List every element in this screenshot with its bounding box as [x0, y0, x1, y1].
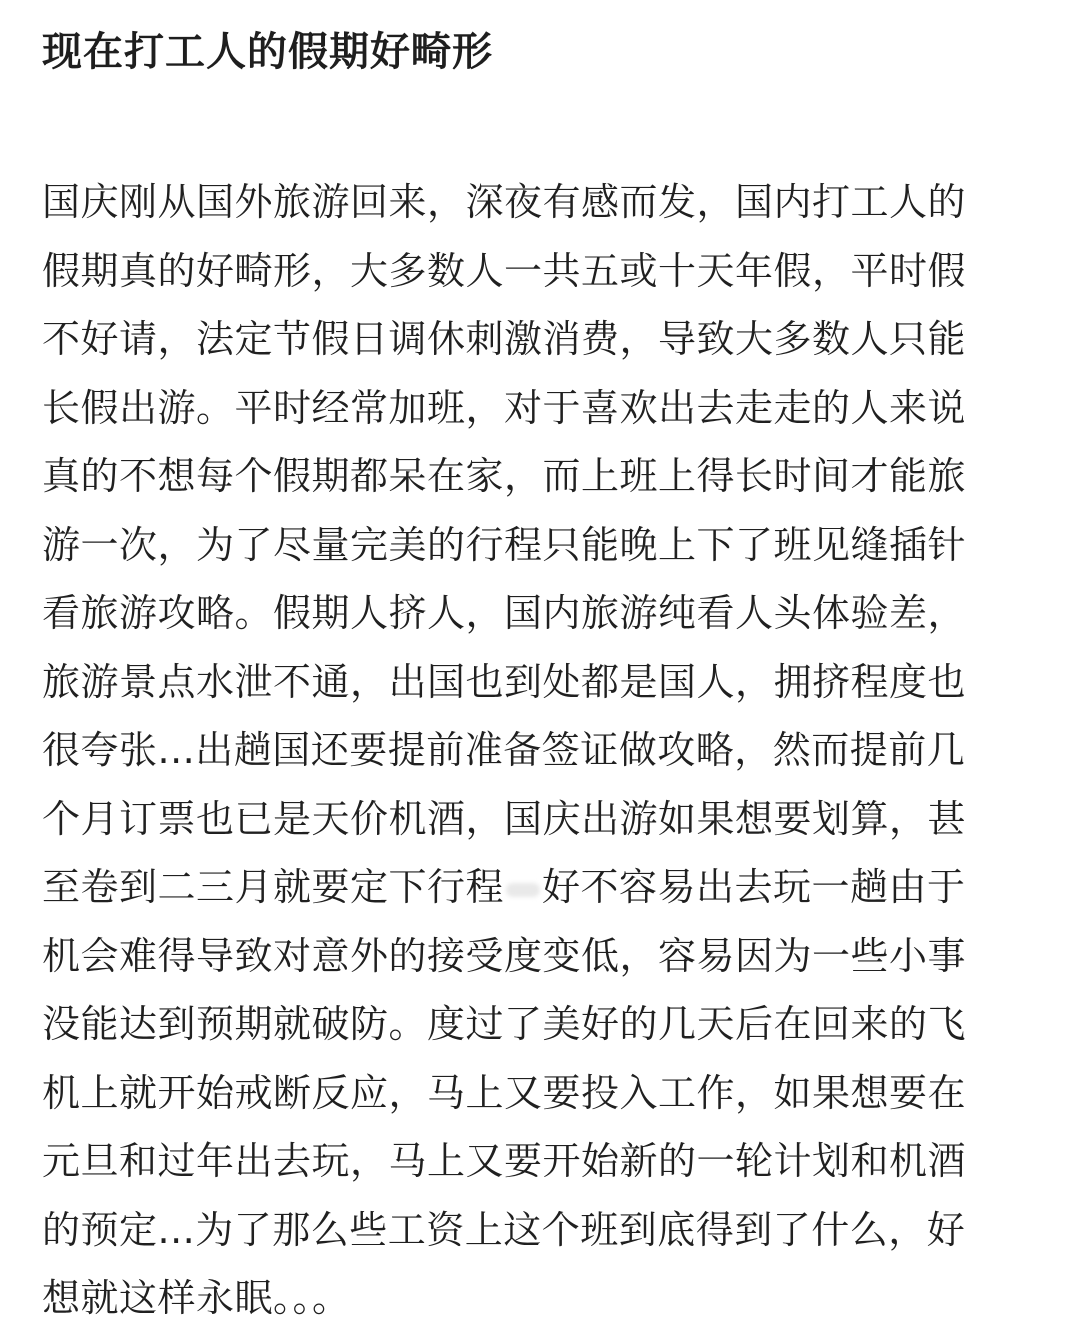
body-line-16: 的预定...为了那么些工资上这个班到底得到了什么，好 [42, 1207, 966, 1252]
body-line-9: 很夸张...出趟国还要提前准备签证做攻略，然而提前几 [42, 728, 966, 772]
body-line-8: 旅游景点水泄不通，出国也到处都是国人，拥挤程度也 [42, 659, 967, 704]
body-line-6: 游一次，为了尽量完美的行程只能晚上下了班见缝插针 [42, 522, 967, 567]
blurred-mark [506, 883, 540, 897]
post-body [42, 168, 1032, 1333]
body-line-10: 个月订票也已是天价机酒，国庆出游如果想要划算，甚 [42, 796, 967, 841]
body-line-12: 机会难得导致对意外的接受度变低，容易因为一些小事 [42, 933, 967, 978]
body-line-1: 国庆刚从国外旅游回来，深夜有感而发，国内打工人的 [42, 180, 967, 224]
post-title: 现在打工人的假期好畸形 [42, 29, 493, 75]
body-line-13: 没能达到预期就破防。度过了美好的几天后在回来的飞 [42, 1002, 967, 1046]
body-line-7: 看旅游攻略。假期人挤人，国内旅游纯看人头体验差， [42, 591, 967, 635]
body-line-15: 元旦和过年出去玩，马上又要开始新的一轮计划和机酒 [42, 1139, 967, 1183]
body-line-14: 机上就开始戒断反应，马上又要投入工作，如果想要在 [42, 1070, 967, 1115]
body-line-4: 长假出游。平时经常加班，对于喜欢出去走走的人来说 [42, 385, 967, 430]
body-line-11 [42, 853, 1032, 922]
body-line-2: 假期真的好畸形，大多数人一共五或十天年假，平时假 [42, 248, 967, 293]
body-line-3: 不好请，法定节假日调休刺激消费，导致大多数人只能 [42, 317, 967, 361]
body-line-5: 真的不想每个假期都呆在家，而上班上得长时间才能旅 [42, 454, 967, 498]
body-line-17: 想就这样永眠。。。 [42, 1276, 351, 1320]
body-line-11-end: 好不容易出去玩一趟由于 [542, 865, 966, 909]
body-line-11-start: 至卷到二三月就要定下行程 [42, 865, 505, 909]
